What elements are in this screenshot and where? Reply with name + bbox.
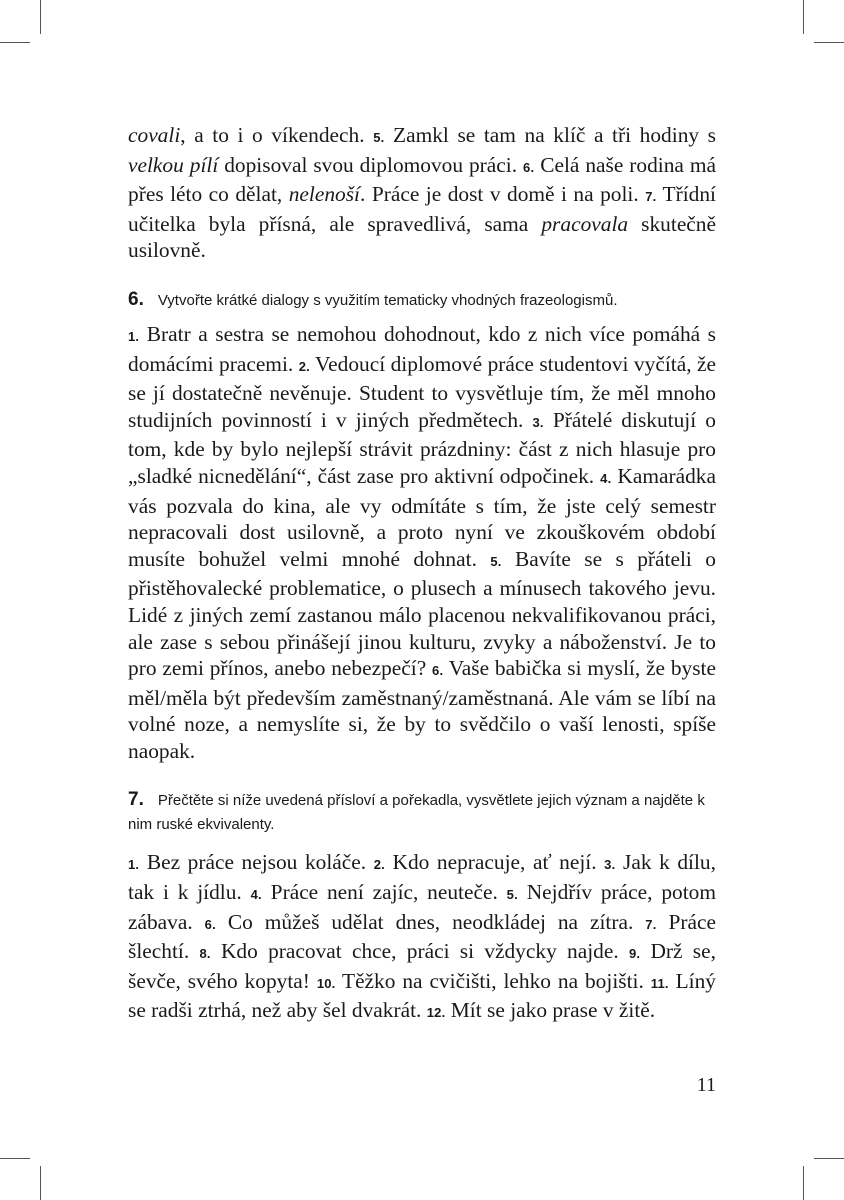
crop-mark [0,42,30,43]
text-run: Kdo pracovat chce, práci si vždycky najde. [210,939,629,964]
text-run: Práce není zajíc, neuteče. [261,880,507,905]
task-7-items [128,849,716,1027]
text-run: Bez práce nejsou koláče. [139,850,374,875]
text-run: Celá naše rodina má přes léto co dělat, [128,152,716,207]
italic-text: nelenoší [288,182,361,207]
top-paragraph [128,122,716,264]
item-number: 2. [298,358,310,374]
task-7-heading [128,788,716,837]
task-number: 7. [128,789,144,811]
text-run: skutečně usilovně. [128,211,716,263]
italic-text: covali [128,123,181,147]
item-number: 2. [373,857,385,873]
item-number: 3. [604,857,616,873]
crop-mark [0,1158,30,1159]
item-number: 1. [128,857,140,873]
item-number: 6. [523,159,535,175]
item-number: 11. [650,975,669,991]
text-run: Nejdřív práce, potom zábava. [128,880,716,934]
italic-text: velkou pílí [128,152,219,177]
text-run: Drž se, ševče, svého kopyta! [128,939,716,993]
item-number: 6. [432,663,444,679]
item-number: 5. [506,887,518,903]
item-number: 5. [373,130,385,145]
text-run: . Práce je dost v domě i na poli. [360,182,646,207]
text-run: Vaše babička si myslí, že byste měl/měla být především zaměstnaný/zaměstnaná. Ale vám se líbí na volné noze, a nemyslíte si, že by to svědčilo o vaší lenosti, spíše naopak. [128,656,716,763]
item-number: 3. [532,414,544,430]
text-run: Vedoucí diplomové práce studentovi vyčítá, že se jí dostatečně nevěnuje. Student to vysvětluje tím, že měl mnoho studijních povinností i v jiných předmětech. [128,351,716,432]
text-run: Líný se radši ztrhá, než aby šel dvakrát. [128,968,717,1023]
item-number: 1. [128,328,140,344]
item-number: 12. [426,1005,446,1021]
text-run: , a to i o víkendech. [180,123,374,147]
text-run: Zamkl se tam na klíč a tři hodiny s [384,123,716,147]
text-run: Co můžeš udělat dnes, neodkládej na zítra. [215,909,646,934]
text-run: dopisoval svou diplomovou práci. [218,152,524,177]
task-6-items [128,321,716,765]
task-6-heading [128,288,716,313]
item-number: 9. [628,946,641,962]
text-run: Přátelé diskutují o tom, kde by bylo nejlepší strávit prázdniny: část z nich hlasuje pro „sladké nicnedělání“, část zase pro aktivní odpočinek. [128,407,716,488]
item-number: 10. [316,975,336,991]
text-run: Těžko na cvičišti, lehko na bojišti. [335,968,651,993]
text-run: Jak k dílu, tak i k jídlu. [128,850,716,905]
crop-mark [803,0,804,34]
text-run: Mít se jako prase v žitě. [445,998,656,1023]
text-run: Kdo nepracuje, ať nejí. [384,850,605,875]
task-instruction: Přečtěte si níže uvedená přísloví a pořekadla, vysvětlete jejich význam a najděte k nim ruské ekvivalenty. [128,792,705,834]
task-instruction: Vytvořte krátké dialogy s využitím tematicky vhodných frazeologismů. [157,291,618,309]
item-number: 4. [250,887,262,903]
page-content [128,122,716,1027]
item-number: 8. [199,946,211,962]
item-number: 4. [600,470,612,486]
crop-mark [40,0,41,34]
item-number: 7. [645,916,657,932]
text-run: Kamarádka vás pozvala do kina, ale vy odmítáte s tím, že jste celý semestr nepracovali dost usilovně, a proto nyní ve zkouškovém období musíte bohužel velmi mnohé dohnat. [128,463,716,571]
text-run: Třídní učitelka byla přísná, ale spravedlivá, sama [128,182,716,236]
crop-mark [803,1166,804,1200]
task-number: 6. [128,288,144,310]
italic-text: pracovala [541,211,629,236]
crop-mark [40,1166,41,1200]
page-number: 11 [696,1074,716,1096]
text-run: Bratr a sestra se nemohou dohodnout, kdo z nich více pomáhá s domácími pracemi. [128,321,716,376]
item-number: 5. [490,553,502,569]
item-number: 7. [645,189,657,205]
text-run: Bavíte se s přáteli o přistěhovalecké problematice, o plusech a mínusech takového jevu. Lidé z jiných zemí zastanou málo placenou nekvalifikovanou práci, ale zase s sebou přinášejí jinou kulturu, zvyky a náboženství. Je to pro zemi přínos, anebo nebezpečí? [128,546,716,681]
crop-mark [814,42,844,43]
text-run: Práce šlechtí. [128,909,716,964]
item-number: 6. [204,916,216,932]
crop-mark [814,1158,844,1159]
